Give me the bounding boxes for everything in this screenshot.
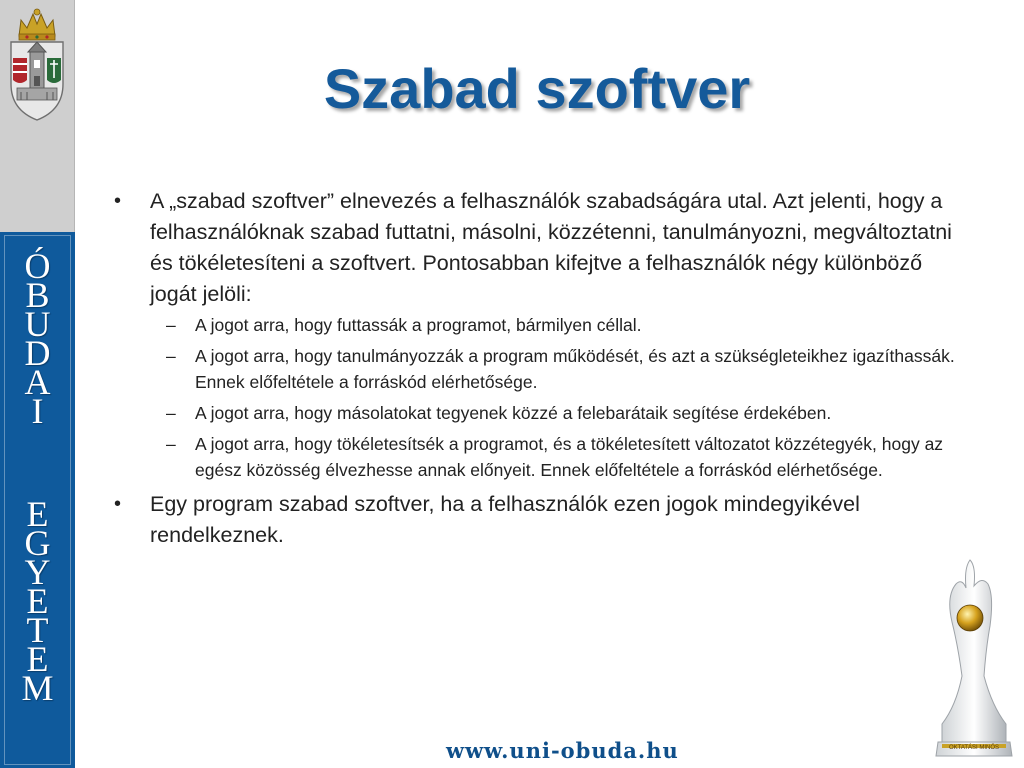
sidebar-letter: U <box>24 304 51 344</box>
sidebar-letter: M <box>21 668 54 708</box>
bullet-text: A „szabad szoftver” elnevezés a felhasználók szabadságára utal. Azt jelenti, hogy a felhasználóknak szabad futtatni, másolni, közzétenni, tanulmányozni, megváltoztatni és tökéletesíteni a szoftvert. Pontosabban kifejtve a felhasználók négy különböző jogát jelöli: <box>150 189 952 306</box>
sidebar-university-name <box>0 232 75 768</box>
sidebar-letter: A <box>24 362 51 402</box>
bullet-item <box>112 489 962 551</box>
sub-bullet-item <box>150 400 962 426</box>
bullet-symbol: • <box>114 190 122 212</box>
sidebar-letter: E <box>26 494 49 534</box>
sidebar-letter: E <box>26 639 49 679</box>
bullet-symbol: • <box>114 493 122 515</box>
bullet-list <box>112 186 962 551</box>
sub-bullet-text: A jogot arra, hogy tanulmányozzák a program működését, és azt a szükségleteikhez igazíthassák. Ennek előfeltétele a forráskód elérhetősége. <box>195 346 955 392</box>
slide-content <box>112 186 962 555</box>
bullet-text: Egy program szabad szoftver, ha a felhasználók ezen jogok mindegyikével rendelkeznek. <box>150 492 860 547</box>
bullet-item <box>112 186 962 483</box>
sidebar-letter: E <box>26 581 49 621</box>
sidebar-letter: D <box>24 333 51 373</box>
sidebar-word-egyetem <box>0 494 75 708</box>
sub-bullet-text: A jogot arra, hogy tökéletesítsék a programot, és a tökéletesített változatot közzétegyék, hogy az egész közösség élvezhesse annak előnyeit. Ennek előfeltétele a forráskód elérhetősége. <box>195 434 944 480</box>
sub-bullet-text: A jogot arra, hogy másolatokat tegyenek közzé a felebarátaik segítése érdekében. <box>195 403 832 423</box>
sidebar-letter: B <box>25 275 50 315</box>
sidebar-letter: T <box>26 610 49 650</box>
dash-symbol: – <box>166 346 176 366</box>
dash-symbol: – <box>166 434 176 454</box>
sidebar-letter: G <box>24 523 51 563</box>
sub-bullet-item <box>150 431 962 483</box>
sidebar-word-obudai <box>0 246 75 431</box>
sub-bullet-item <box>150 312 962 338</box>
slide-title: Szabad szoftver <box>323 57 751 120</box>
dash-symbol: – <box>166 315 176 335</box>
sidebar-letter: Y <box>24 552 51 592</box>
sub-bullet-list <box>150 312 962 483</box>
university-url[interactable]: www.uni-obuda.hu <box>446 738 679 763</box>
sub-bullet-text: A jogot arra, hogy futtassák a programot, bármilyen céllal. <box>195 315 642 335</box>
award-label: OKTATÁSI MINŐS <box>948 745 1000 751</box>
dash-symbol: – <box>166 403 176 423</box>
award-statue-icon <box>932 556 1016 764</box>
sidebar-letter: Ó <box>24 246 51 286</box>
sidebar-letter: I <box>31 391 44 431</box>
sub-bullet-item <box>150 343 962 395</box>
